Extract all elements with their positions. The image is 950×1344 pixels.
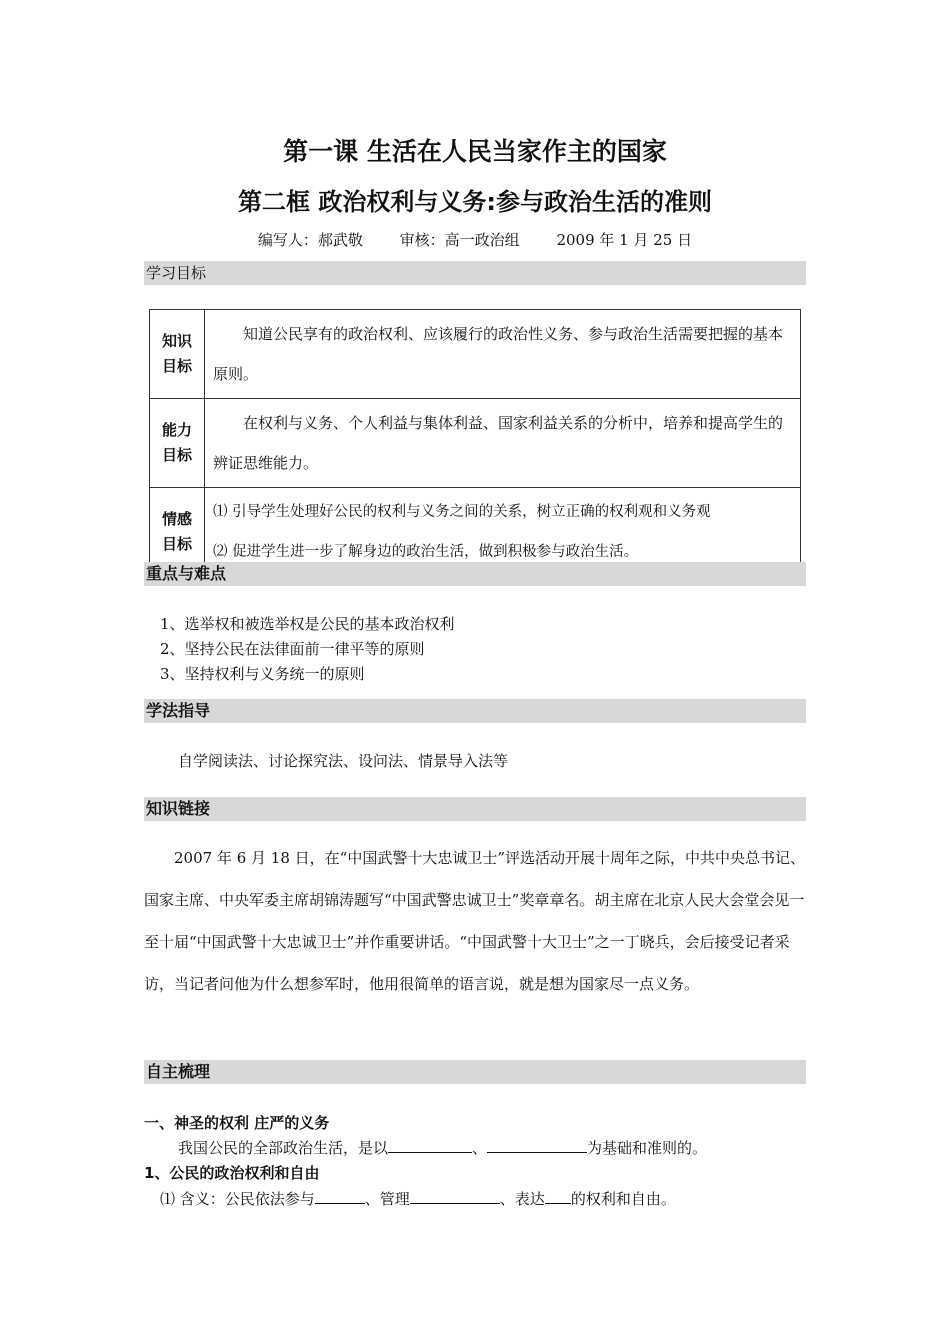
goal-label: 能力 目标: [150, 399, 205, 488]
section-header-methods: 学法指导: [144, 699, 806, 723]
fill-blank[interactable]: [315, 1189, 365, 1204]
author-line: [0, 229, 950, 250]
section-header-key-points: 重点与难点: [144, 562, 806, 586]
self-review-heading-1: 一、神圣的权利 庄严的义务: [144, 1114, 330, 1132]
list-item: 2、坚持公民在法律面前一律平等的原则: [160, 640, 425, 658]
writer: 编写人：郝武敬: [257, 231, 363, 249]
goal-label: 知识 目标: [150, 310, 205, 399]
fill-blank[interactable]: [487, 1138, 587, 1153]
date: 2009 年 1 月 25 日: [556, 231, 693, 249]
table-row: [150, 310, 801, 399]
section-header-self-review: 自主梳理: [144, 1060, 806, 1084]
reviewer: 审核：高一政治组: [399, 231, 520, 249]
self-review-line-1: 我国公民的全部政治生活，是以 、 为基础和准则的。: [178, 1139, 708, 1157]
fill-blank[interactable]: [410, 1189, 500, 1204]
knowledge-paragraph: 2007 年 6 月 18 日，在“中国武警十大忠诚卫士”评选活动开展十周年之际，中共中央总书记、国家主席、中央军委主席胡锦涛题写“中国武警忠诚卫士”奖章章名。胡主席在北京人民大会堂会见一至十届“中国武警十大忠诚卫士”并作重要讲话。“中国武警十大卫士”之一丁晓兵，会后接受记者采访，当记者问他为什么想参军时，他用很简单的语言说，就是想为国家尽一点义务。: [144, 849, 805, 993]
section-header-knowledge-link: 知识链接: [144, 797, 806, 821]
list-item: 3、坚持权利与义务统一的原则: [160, 665, 365, 683]
goals-table: [149, 309, 801, 577]
page-subtitle: 第二框 政治权利与义务:参与政治生活的准则: [238, 188, 712, 216]
goal-label: 情感 目标: [150, 488, 205, 577]
methods-text: 自学阅读法、讨论探究法、设问法、情景导入法等: [178, 752, 509, 770]
self-review-line-2: ⑴ 含义：公民依法参与 、管理 、表达 的权利和自由。: [160, 1190, 676, 1208]
page-title: 第一课 生活在人民当家作主的国家: [283, 137, 667, 166]
goal-text: 在权利与义务、个人利益与集体利益、国家利益关系的分析中，培养和提高学生的辨证思维能力。: [205, 399, 801, 488]
fill-blank[interactable]: [388, 1138, 472, 1153]
list-item: 1、选举权和被选举权是公民的基本政治权利: [160, 615, 455, 633]
key-points-list: [160, 612, 455, 687]
goal-text: ⑴ 引导学生处理好公民的权利与义务之间的关系，树立正确的权利观和义务观 ⑵ 促进学生进一步了解身边的政治生活，做到积极参与政治生活。: [205, 488, 801, 577]
section-header-goals: 学习目标: [144, 261, 806, 285]
fill-blank[interactable]: [545, 1189, 571, 1204]
table-row: [150, 399, 801, 488]
self-review-heading-2: 1、公民的政治权利和自由: [144, 1164, 320, 1182]
goal-text: 知道公民享有的政治权利、应该履行的政治性义务、参与政治生活需要把握的基本原则。: [205, 310, 801, 399]
